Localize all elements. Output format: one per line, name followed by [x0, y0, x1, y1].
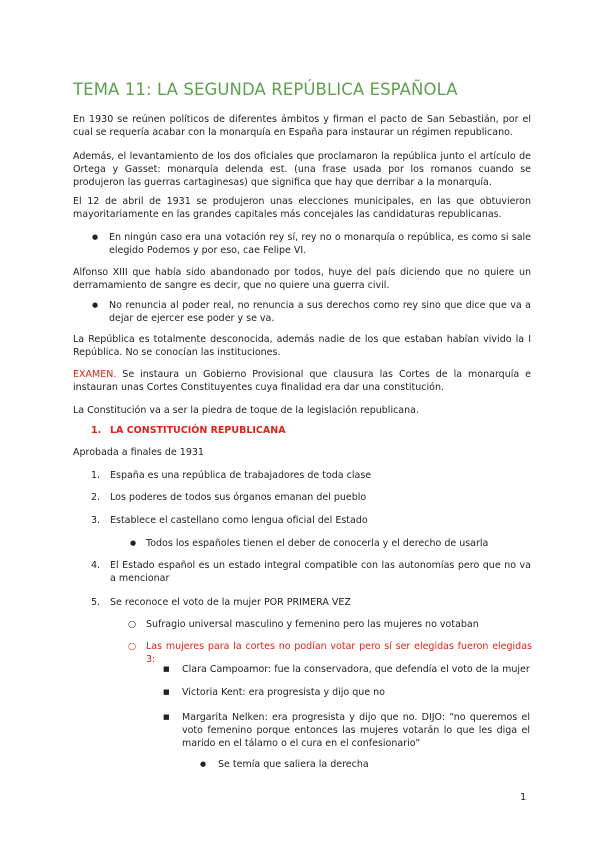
- section-number: 1.: [91, 425, 102, 436]
- approved-text: Aprobada a finales de 1931: [73, 447, 204, 458]
- square-marker: ■: [163, 665, 170, 673]
- bullet-item-votacion: En ningún caso era una votación rey sí, rey no o monarquía o república, es como si sale elegido Podemos y por eso, cae Felipe VI.: [109, 232, 531, 257]
- sublist-item-red: Las mujeres para la cortes no podían votar pero sí ser elegidas fueron elegidas 3:: [146, 641, 532, 666]
- bullet-marker: ●: [130, 539, 137, 547]
- sub-bullet-item: Se temía que saliera la derecha: [218, 759, 369, 770]
- list-number: 3.: [91, 515, 101, 526]
- list-item: Se reconoce el voto de la mujer POR PRIMERA VEZ: [110, 597, 351, 608]
- paragraph-ortega-gasset: Además, el levantamiento de los dos oficiales que proclamaron la república junto el artículo de Ortega y Gasset: monarquía delenda est. (una frase usada por los romanos cuando se produjeron las guerras cartaginesas) que significa que hay que derribar a la monarquía.: [73, 151, 531, 189]
- page-number: 1: [520, 792, 527, 803]
- paragraph-alfonso-xiii: Alfonso XIII que había sido abandonado por todos, huye del país diciendo que no quiere un derramamiento de sangre es decir, que no quiere una guerra civil.: [73, 267, 531, 292]
- sublist-item: Todos los españoles tienen el deber de conocerla y el derecho de usarla: [146, 538, 489, 549]
- paragraph-pacto-san-sebastian: En 1930 se reúnen políticos de diferentes ámbitos y firman el pacto de San Sebastián, por el cual se requería acabar con la monarquía en España para instaurar un régimen republicano.: [73, 114, 531, 139]
- bullet-marker: ●: [92, 301, 99, 309]
- list-number: 1.: [91, 470, 101, 481]
- square-marker: ■: [163, 713, 170, 721]
- page-title: TEMA 11: LA SEGUNDA REPÚBLICA ESPAÑOLA: [73, 80, 458, 99]
- paragraph-elecciones: El 12 de abril de 1931 se produjeron unas elecciones municipales, en las que obtuvieron mayoritariamente en las grandes capitales más concejales las candidaturas republicanas.: [73, 196, 531, 221]
- list-item: El Estado español es un estado integral compatible con las autonomías pero que no va a mencionar: [110, 560, 531, 585]
- bullet-marker: ●: [92, 233, 99, 241]
- examen-label: EXAMEN.: [73, 369, 117, 380]
- list-item: Los poderes de todos sus órganos emanan del pueblo: [110, 492, 367, 503]
- section-heading: LA CONSTITUCIÓN REPUBLICANA: [110, 425, 286, 436]
- list-item: España es una república de trabajadores de toda clase: [110, 470, 372, 481]
- circle-marker: ○: [128, 641, 137, 652]
- paragraph-republica-desconocida: La República es totalmente desconocida, además nadie de los que estaban habían vivido la I República. No se conocían las instituciones.: [73, 334, 531, 359]
- paragraph-constitucion-piedra: La Constitución va a ser la piedra de toque de la legislación republicana.: [73, 405, 419, 416]
- women-item: Clara Campoamor: fue la conservadora, que defendía el voto de la mujer: [182, 664, 530, 675]
- list-number: 2.: [91, 492, 101, 503]
- circle-marker: ○: [128, 619, 137, 630]
- bullet-marker: ●: [200, 760, 207, 768]
- women-item: Victoria Kent: era progresista y dijo que no: [182, 687, 385, 698]
- bullet-item-renuncia: No renuncia al poder real, no renuncia a sus derechos como rey sino que dice que va a dejar de ejercer ese poder y se va.: [109, 300, 531, 325]
- examen-text: Se instaura un Gobierno Provisional que clausura las Cortes de la monarquía e instauran unas Cortes Constituyentes cuya finalidad era dar una constitución.: [73, 369, 531, 394]
- list-item: Establece el castellano como lengua oficial del Estado: [110, 515, 368, 526]
- paragraph-examen: [73, 368, 531, 394]
- list-number: 5.: [91, 597, 101, 608]
- square-marker: ■: [163, 688, 170, 696]
- list-number: 4.: [91, 560, 101, 571]
- sublist-item: Sufragio universal masculino y femenino pero las mujeres no votaban: [146, 619, 479, 630]
- women-item: Margarita Nelken: era progresista y dijo que no. DIJO: “no queremos el voto femenino porque entonces las mujeres votarán lo que les diga el marido en el tálamo o el cura en el confesionario”: [182, 712, 530, 750]
